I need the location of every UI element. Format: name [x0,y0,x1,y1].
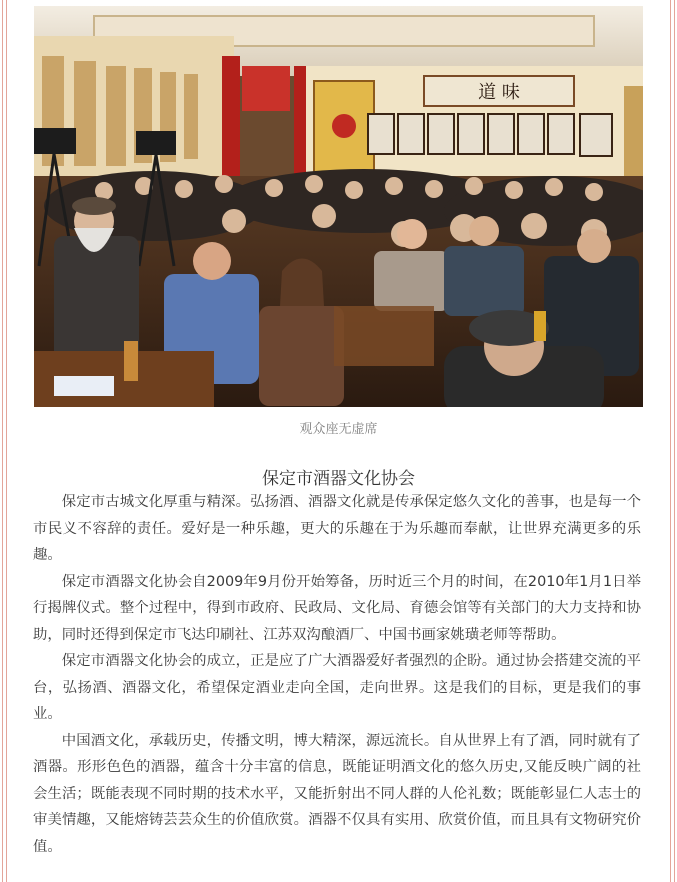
calligraphy-scroll: 道 味 [478,82,520,103]
page-border-right [670,0,675,882]
article-paragraph: 中国酒文化，承载历史，传播文明，博大精深，源远流长。自从世界上有了酒，同时就有了酒器。形形色色的酒器，蕴含十分丰富的信息，既能证明酒文化的悠久历史,又能反映广阔的社会生活；既能表现不同时期的技术水平，又能折射出不同人群的人伦礼数；既能彰显仁人志士的审美情趣，又能熔铸芸芸众生的价值欣赏。酒器不仅具有实用、欣赏价值，而且具有文物研究价值。 [33,732,641,855]
article-paragraph: 保定市酒器文化协会的成立，正是应了广大酒器爱好者强烈的企盼。通过协会搭建交流的平台，弘扬酒、酒器文化，希望保定酒业走向全国，走向世界。这是我们的目标，更是我们的事业。 [33,653,641,722]
article-paragraph: 保定市古城文化厚重与精深。弘扬酒、酒器文化就是传承保定悠久文化的善事，也是每一个市民义不容辞的责任。爱好是一种乐趣，更大的乐趣在于为乐趣而奉献，让世界充满更多的乐趣。 [33,494,641,563]
article-title: 保定市酒器文化协会 [262,469,415,489]
photo-caption: 观众座无虚席 [299,422,378,437]
audience-photo [34,6,643,407]
article-body [33,489,641,860]
article-paragraph: 保定市酒器文化协会自2009年9月份开始筹备，历时近三个月的时间，在2010年1月1日举行揭牌仪式。整个过程中，得到市政府、民政局、文化局、育德会馆等有关部门的大力支持和协助，同时还得到保定市飞达印刷社、江苏双沟酿酒厂、中国书画家姚璜老师等帮助。 [33,573,641,643]
page-border-left [2,0,7,882]
